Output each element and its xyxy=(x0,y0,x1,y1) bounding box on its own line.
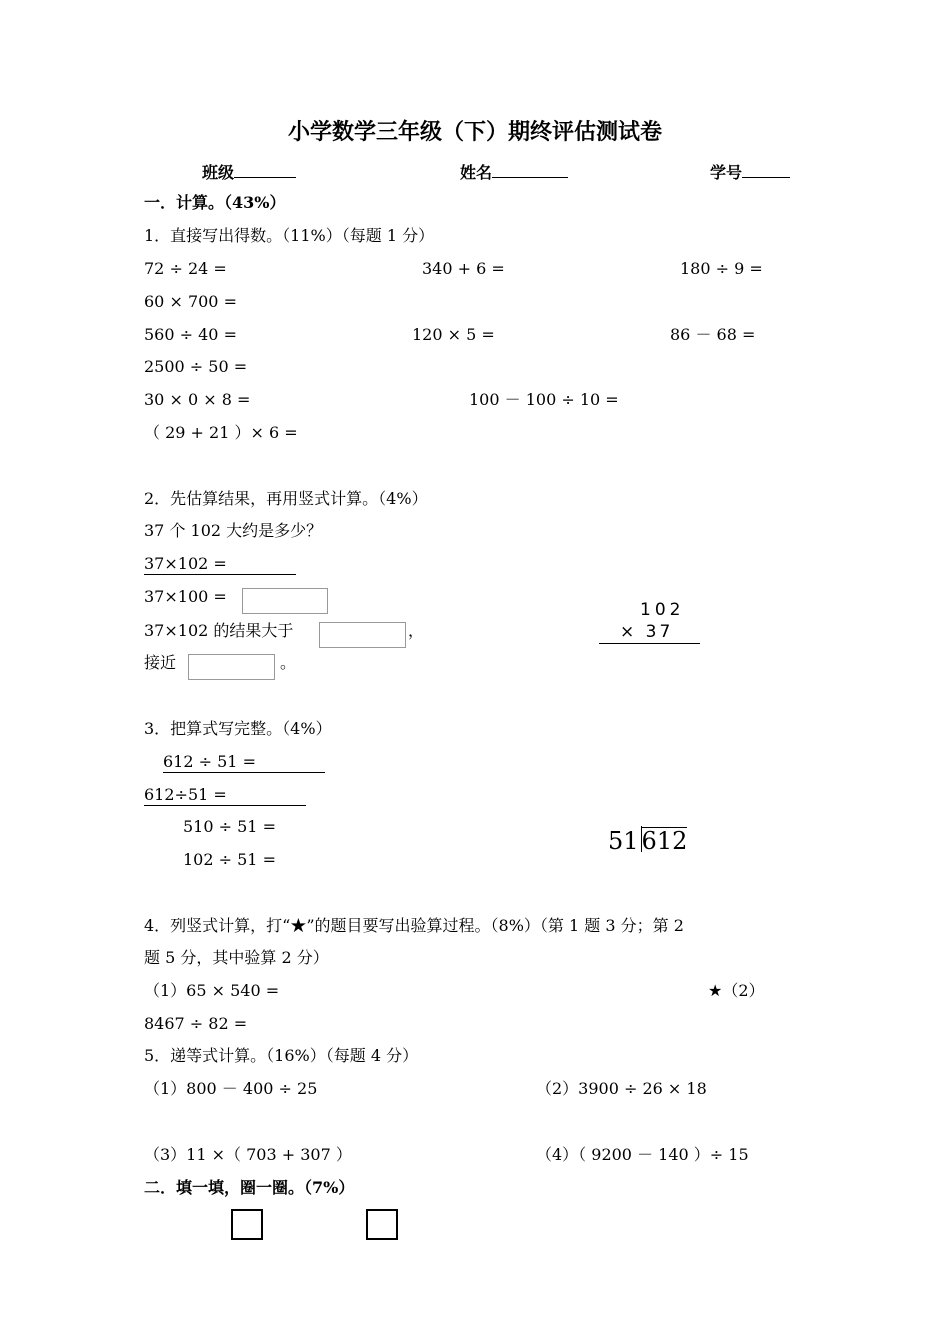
q2-answer-box-1[interactable] xyxy=(242,588,328,614)
divisor: 51 xyxy=(608,827,639,855)
student-number-field[interactable]: 学号 xyxy=(710,161,790,183)
vertical-rule xyxy=(599,643,700,644)
q3-line-1: 612 ÷ 51 = xyxy=(163,752,325,773)
q2-answer-box-3[interactable] xyxy=(188,654,275,680)
q3-line-3: 510 ÷ 51 = xyxy=(183,817,276,836)
class-blank[interactable] xyxy=(234,161,296,178)
q1-item: 30 × 0 × 8 = xyxy=(144,390,251,409)
q3-line-2: 612÷51 = xyxy=(144,785,306,806)
q2-question: 37 个 102 大约是多少？ xyxy=(144,521,323,540)
q1-item: 120 × 5 = xyxy=(412,325,495,344)
vertical-multiplicand: 102 xyxy=(640,600,685,620)
q1-item: 340 + 6 = xyxy=(422,259,505,278)
q2-heading: 2．先估算结果，再用竖式计算。（4%） xyxy=(144,489,428,508)
vertical-multiplier: × 37 xyxy=(620,622,674,642)
q5-heading: 5．递等式计算。（16%）（每题 4 分） xyxy=(144,1046,419,1065)
q4-item-2-expr: 8467 ÷ 82 = xyxy=(144,1014,248,1033)
q2-period: 。 xyxy=(280,653,297,672)
q2-line-4: 接近 xyxy=(144,653,177,672)
name-field[interactable]: 姓名 xyxy=(460,161,568,183)
q4-item-1: （1）65 × 540 = xyxy=(144,981,280,1000)
q1-item: 180 ÷ 9 = xyxy=(680,259,763,278)
q1-item: 560 ÷ 40 = xyxy=(144,325,237,344)
q1-item: 100 － 100 ÷ 10 = xyxy=(469,390,619,409)
q5-item: （4）（ 9200 － 140 ）÷ 15 xyxy=(536,1145,749,1164)
q5-item: （1）800 － 400 ÷ 25 xyxy=(144,1079,318,1098)
section-1-heading: 一．计算。（43%） xyxy=(144,193,286,212)
q5-item: （2）3900 ÷ 26 × 18 xyxy=(536,1079,707,1098)
dividend: 612 xyxy=(641,827,688,855)
class-field[interactable]: 班级 xyxy=(202,161,296,183)
q1-item: 2500 ÷ 50 = xyxy=(144,357,248,376)
q2-line-1: 37×102 = xyxy=(144,554,296,575)
q2-comma: ， xyxy=(408,621,425,640)
q2-line-3: 37×102 的结果大于 xyxy=(144,621,294,640)
section-2-heading: 二．填一填，圈一圈。（7%） xyxy=(144,1178,355,1197)
q1-item: 72 ÷ 24 = xyxy=(144,259,227,278)
q3-line-4: 102 ÷ 51 = xyxy=(183,850,276,869)
q5-item: （3）11 ×（ 703 + 307 ） xyxy=(144,1145,352,1164)
q3-heading: 3．把算式写完整。（4%） xyxy=(144,719,332,738)
q4-heading-cont: 题 5 分，其中验算 2 分） xyxy=(144,948,329,967)
answer-square-1[interactable] xyxy=(231,1209,263,1240)
q4-item-2-label: ★（2） xyxy=(708,981,765,1000)
page-title: 小学数学三年级（下）期终评估测试卷 xyxy=(287,119,662,145)
name-blank[interactable] xyxy=(492,161,568,178)
q2-line-2: 37×100 = xyxy=(144,587,227,606)
q1-heading: 1．直接写出得数。（11%）（每题 1 分） xyxy=(144,226,435,245)
q4-heading: 4．列竖式计算，打“★”的题目要写出验算过程。（8%）（第 1 题 3 分；第 2 xyxy=(144,916,684,935)
q1-item: （ 29 + 21 ）× 6 = xyxy=(144,423,298,442)
q2-answer-box-2[interactable] xyxy=(319,622,406,648)
answer-square-2[interactable] xyxy=(366,1209,398,1240)
q1-item: 86 － 68 = xyxy=(670,325,756,344)
long-division xyxy=(608,826,687,856)
number-blank[interactable] xyxy=(742,161,790,178)
q1-item: 60 × 700 = xyxy=(144,292,237,311)
